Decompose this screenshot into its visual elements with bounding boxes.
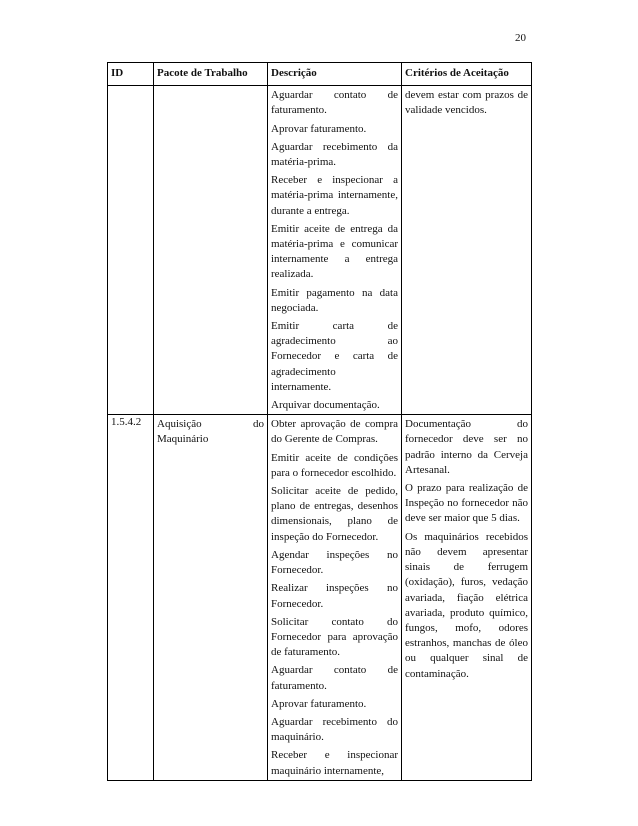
- description-item: Realizar inspeções no Fornecedor.: [271, 582, 398, 610]
- description-item: Arquivar documentação.: [271, 399, 380, 412]
- header-id: ID: [108, 63, 154, 86]
- description-item: Aguardar contato de faturamento.: [271, 89, 398, 117]
- page-number: 20: [515, 32, 526, 44]
- header-package: Pacote de Trabalho: [154, 63, 268, 86]
- header-criteria: Critérios de Aceitação: [402, 63, 532, 86]
- table-row-continued: [108, 86, 532, 415]
- package-word: Aquisição: [157, 418, 202, 431]
- table-header-row: [108, 63, 532, 86]
- description-item: Emitir aceite de condições para o fornecedor escolhido.: [271, 451, 398, 479]
- description-item: Obter aprovação de compra do Gerente de Compras.: [271, 418, 398, 446]
- description-item: Agendar inspeções no Fornecedor.: [271, 548, 398, 577]
- description-item: Receber e inspecionar a matéria-prima internamente, durante a entrega.: [271, 174, 398, 217]
- description-item: Aguardar contato de faturamento.: [271, 664, 398, 692]
- cell-criteria: [402, 415, 532, 780]
- package-word: do: [253, 418, 264, 431]
- work-package-table: [107, 62, 532, 781]
- description-item: Solicitar contato do Fornecedor para aprovação de faturamento.: [271, 615, 398, 659]
- cell-package: [154, 86, 268, 415]
- cell-criteria: [402, 86, 532, 415]
- description-item: Aguardar recebimento do maquinário.: [271, 715, 398, 744]
- criteria-item: devem estar com prazos de validade vencidos.: [405, 89, 528, 117]
- description-item: Aprovar faturamento.: [271, 697, 367, 710]
- cell-id: [108, 86, 154, 415]
- cell-id: 1.5.4.2: [108, 415, 154, 780]
- cell-description: [268, 86, 402, 415]
- description-item: Aguardar recebimento da matéria-prima.: [271, 140, 398, 169]
- description-item: Emitir carta de agradecimento ao Fornecedor e carta de agradecimento internamente.: [271, 320, 398, 393]
- criteria-item: O prazo para realização de Inspeção no fornecedor não deve ser maior que 5 dias.: [405, 482, 528, 525]
- table-row-aquisicao-maquinario: [108, 415, 532, 780]
- description-item: Emitir aceite de entrega da matéria-prima e comunicar internamente a entrega realizada.: [271, 222, 398, 281]
- package-word: Maquinário: [157, 433, 209, 446]
- criteria-item: Os maquinários recebidos não devem apresentar sinais de ferrugem (oxidação), furos, vedação avariada, fiação elétrica avariada, produto químico, fungos, mofo, odores estranhos, manchas de óleo ou qualquer sinal de contaminação.: [405, 530, 528, 680]
- description-item: Solicitar aceite de pedido, plano de entregas, desenhos dimensionais, plano de inspeção do Fornecedor.: [271, 485, 398, 543]
- description-item: Aprovar faturamento.: [271, 122, 367, 135]
- header-description: Descrição: [268, 63, 402, 86]
- description-item: Receber e inspecionar maquinário internamente,: [271, 749, 398, 777]
- description-item: Emitir pagamento na data negociada.: [271, 286, 398, 314]
- cell-package: [154, 415, 268, 780]
- criteria-item: Documentação do fornecedor deve ser no padrão interno da Cerveja Artesanal.: [405, 418, 528, 476]
- cell-description: [268, 415, 402, 780]
